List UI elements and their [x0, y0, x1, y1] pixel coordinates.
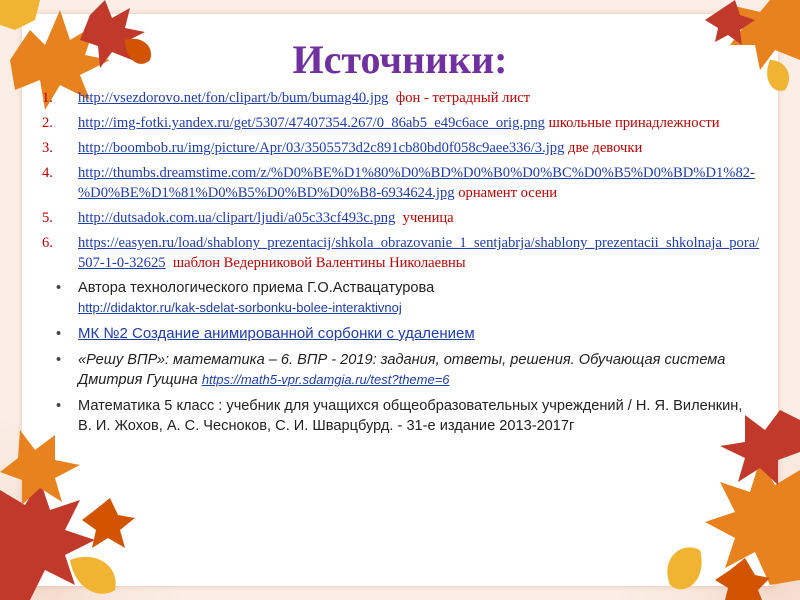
- list-item: [42, 88, 760, 108]
- bullet-icon: •: [56, 280, 62, 296]
- author-text: Автора технологического приема Г.О.Аствацатурова: [78, 280, 435, 296]
- list-item-number: 1.: [42, 90, 53, 106]
- list-item-number: 3.: [42, 140, 53, 156]
- list-item: [56, 278, 760, 318]
- source-link[interactable]: http://vsezdorovo.net/fon/clipart/b/bum/bumag40.jpg: [78, 90, 389, 106]
- source-link[interactable]: http://img-fotki.yandex.ru/get/5307/47407354.267/0_86ab5_e49c6ace_orig.png: [78, 115, 545, 131]
- bullet-icon: •: [56, 352, 62, 368]
- didaktor-link[interactable]: http://didaktor.ru/kak-sdelat-sorbonku-bolee-interaktivnoj: [78, 300, 402, 315]
- list-item-number: 5.: [42, 210, 53, 226]
- extra-sources-list: [40, 278, 760, 436]
- source-link[interactable]: http://thumbs.dreamstime.com/z/%D0%BE%D1%80%D0%BD%D0%B0%D0%BC%D0%B5%D0%BD%D1%82-%D0%BE%D1%81%D0%B5%D0%BD%D0%B8-6934624.jpg: [78, 165, 755, 201]
- source-description: шаблон Ведерниковой Валентины Николаевны: [172, 255, 466, 271]
- vpr-text: «Решу ВПР»: математика – 6. ВПР - 2019: задания, ответы, решения. Обучающая система Дмитрия Гущина: [78, 352, 726, 388]
- source-description: две девочки: [568, 140, 643, 156]
- bullet-icon: •: [56, 398, 62, 414]
- list-item: [42, 208, 760, 228]
- list-item: [42, 113, 760, 133]
- textbook-text: Математика 5 класс : учебник для учащихся общеобразовательных учреждений / Н. Я. Виленкин, В. И. Жохов, А. С. Чесноков, С. И. Шварцбурд. - 31-е издание 2013-2017г: [78, 398, 743, 434]
- list-item: [56, 350, 760, 390]
- list-item-number: 4.: [42, 165, 53, 181]
- source-link[interactable]: http://boombob.ru/img/picture/Apr/03/3505573d2c891cb80bd0f058c9aee336/3.jpg: [78, 140, 565, 156]
- vpr-link[interactable]: https://math5-vpr.sdamgia.ru/test?theme=6: [201, 372, 450, 387]
- list-item: [56, 324, 760, 344]
- source-link[interactable]: https://easyen.ru/load/shablony_prezentacij/shkola_obrazovanie_1_sentjabrja/shablony_prezentacii_shkolnaja_pora/507-1-0-32625: [78, 235, 760, 271]
- list-item: [42, 163, 760, 203]
- list-item-number: 6.: [42, 235, 53, 251]
- list-item: [42, 138, 760, 158]
- mk-link[interactable]: МК №2 Создание анимированной сорбонки с удалением: [78, 325, 475, 342]
- list-item-number: 2.: [42, 115, 53, 131]
- list-item: [42, 233, 760, 273]
- sources-content: [40, 88, 760, 442]
- bullet-icon: •: [56, 326, 62, 342]
- page-title: Источники:: [292, 37, 508, 82]
- source-description: ученица: [402, 210, 454, 226]
- sources-list: [40, 88, 760, 273]
- source-description: фон - тетрадный лист: [395, 90, 531, 106]
- list-item: [56, 396, 760, 436]
- source-link[interactable]: http://dutsadok.com.ua/clipart/ljudi/a05c33cf493c.png: [78, 210, 396, 226]
- source-description: школьные принадлежности: [548, 115, 720, 131]
- source-description: орнамент осени: [458, 185, 558, 201]
